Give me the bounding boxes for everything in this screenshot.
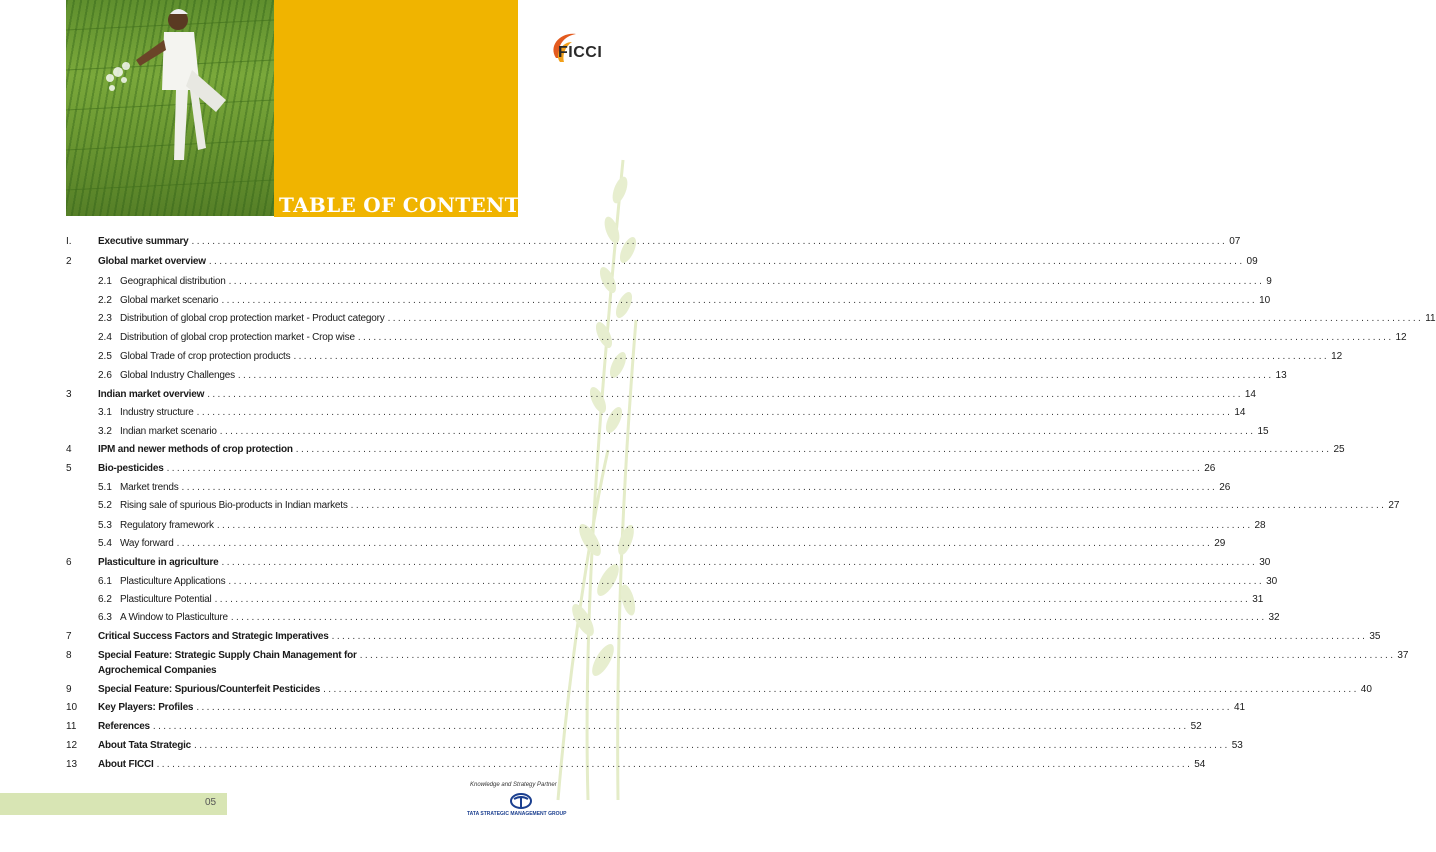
toc-entry-number: 6 <box>66 557 72 568</box>
toc-entry-line <box>120 608 1280 628</box>
toc-entry[interactable] <box>0 385 1256 405</box>
toc-entry-label: Key Players: Profiles <box>98 702 194 713</box>
toc-entry-number: 2.5 <box>98 351 112 362</box>
toc-entry-line <box>98 755 1206 775</box>
toc-entry-page: 09 <box>1246 256 1258 267</box>
toc-entry-label: Bio-pesticides <box>98 463 164 474</box>
toc-entry-number: 5.3 <box>98 520 112 531</box>
yellow-header-block <box>274 0 518 216</box>
toc-entry-line <box>98 717 1202 737</box>
toc-entry-number: 3 <box>66 389 72 400</box>
footer-bar <box>0 793 227 815</box>
toc-entry[interactable] <box>0 553 1271 573</box>
toc-entry-line <box>98 680 1372 700</box>
toc-entry[interactable] <box>0 478 1231 498</box>
toc-entry-label: Special Feature: Strategic Supply Chain Management for <box>98 650 357 661</box>
toc-entry-label: Executive summary <box>98 236 189 247</box>
toc-entry-number: 5.2 <box>98 500 112 511</box>
toc-entry[interactable] <box>0 328 1407 348</box>
toc-leader-dots: ........................................................................................................................................................................................................ <box>350 500 1387 511</box>
toc-entry[interactable] <box>0 422 1269 442</box>
toc-leader-dots: ........................................................................................................................................................................................................ <box>219 426 1256 437</box>
toc-entry-page: 35 <box>1369 631 1381 642</box>
toc-entry-page: 40 <box>1360 684 1372 695</box>
toc-entry-label: Regulatory framework <box>120 520 214 531</box>
toc-entry-label: Industry structure <box>120 407 194 418</box>
toc-entry-page: 29 <box>1214 538 1226 549</box>
toc-entry-page: 12 <box>1331 351 1343 362</box>
toc-leader-dots: ........................................................................................................................................................................................................ <box>228 576 1265 587</box>
toc-leader-dots: ........................................................................................................................................................................................................ <box>176 538 1213 549</box>
ficci-logo-text: FICCI <box>558 44 603 61</box>
toc-entry-page: 52 <box>1190 721 1202 732</box>
toc-entry-page: 37 <box>1397 650 1409 661</box>
toc-entry-page: 28 <box>1254 520 1266 531</box>
toc-leader-dots: ........................................................................................................................................................................................................ <box>387 313 1424 324</box>
toc-entry-label: About Tata Strategic <box>98 740 192 751</box>
toc-entry-label: Distribution of global crop protection market - Crop wise <box>120 332 355 343</box>
toc-entry[interactable] <box>0 534 1226 554</box>
toc-entry[interactable] <box>0 736 1243 756</box>
toc-leader-dots: ........................................................................................................................................................................................................ <box>357 332 1394 343</box>
toc-entry-line <box>98 232 1241 252</box>
toc-leader-dots: ........................................................................................................................................................................................................ <box>196 407 1233 418</box>
toc-entry-number: 5 <box>66 463 72 474</box>
toc-entry-label: Indian market overview <box>98 389 205 400</box>
toc-entry-line <box>98 459 1216 479</box>
toc-entry-number: 3.2 <box>98 426 112 437</box>
toc-entry-number: 11 <box>66 721 77 732</box>
toc-entry-number: 2.3 <box>98 313 112 324</box>
toc-leader-dots: ........................................................................................................................................................................................................ <box>359 650 1396 661</box>
toc-entry-line <box>120 291 1271 311</box>
toc-entry-line <box>120 516 1266 536</box>
toc-leader-dots: ........................................................................................................................................................................................................ <box>221 295 1258 306</box>
toc-entry-page: 10 <box>1259 295 1271 306</box>
toc-entry-number: 5.1 <box>98 482 112 493</box>
toc-entry-number: 4 <box>66 444 72 455</box>
farmer-photo <box>66 0 274 216</box>
tata-logo-text: TATA STRATEGIC MANAGEMENT GROUP <box>467 811 567 817</box>
toc-entry-number: 2.4 <box>98 332 112 343</box>
toc-entry[interactable] <box>0 232 1241 252</box>
toc-entry-label: Plasticulture in agriculture <box>98 557 219 568</box>
toc-leader-dots: ........................................................................................................................................................................................................ <box>293 351 1330 362</box>
toc-entry-label-continued: Agrochemical Companies <box>98 665 217 676</box>
toc-entry-page: 9 <box>1266 276 1272 287</box>
toc-entry-label: Plasticulture Applications <box>120 576 226 587</box>
toc-entry-label: References <box>98 721 150 732</box>
toc-entry-page: 25 <box>1333 444 1345 455</box>
toc-entry-number: 3.1 <box>98 407 112 418</box>
toc-entry-page: 12 <box>1395 332 1407 343</box>
toc-entry-page: 26 <box>1204 463 1216 474</box>
toc-entry-label: Indian market scenario <box>120 426 217 437</box>
toc-entry[interactable] <box>0 459 1216 479</box>
toc-entry[interactable] <box>0 309 1436 329</box>
toc-entry-number: 2.1 <box>98 276 112 287</box>
toc-entry-label: IPM and newer methods of crop protection <box>98 444 293 455</box>
toc-entry-label: Global Trade of crop protection products <box>120 351 291 362</box>
toc-entry-page: 41 <box>1233 702 1246 713</box>
toc-entry[interactable] <box>0 717 1202 737</box>
toc-entry[interactable] <box>0 755 1206 775</box>
toc-entry-label: About FICCI <box>98 759 154 770</box>
toc-entry-page: 31 <box>1252 594 1264 605</box>
toc-entry-page: 54 <box>1194 759 1206 770</box>
toc-entry-number: 2.6 <box>98 370 112 381</box>
toc-entry-label: Way forward <box>120 538 174 549</box>
toc-entry-label: Critical Success Factors and Strategic Imperatives <box>98 631 329 642</box>
toc-leader-dots: ........................................................................................................................................................................................................ <box>228 276 1265 287</box>
toc-entry[interactable] <box>0 272 1272 292</box>
toc-entry[interactable] <box>0 680 1372 700</box>
toc-entry-page: 14 <box>1234 407 1246 418</box>
toc-entry-page: 27 <box>1388 500 1400 511</box>
toc-entry-page: 32 <box>1268 612 1280 623</box>
toc-entry-label: Geographical distribution <box>120 276 226 287</box>
toc-entry[interactable] <box>0 608 1280 628</box>
page-title: TABLE OF CONTENT <box>279 193 520 217</box>
partner-caption: Knowledge and Strategy Partner <box>470 782 557 788</box>
toc-entry-number: 12 <box>66 740 78 751</box>
toc-entry[interactable] <box>0 590 1264 610</box>
toc-leader-dots: ........................................................................................................................................................................................................ <box>221 557 1258 568</box>
toc-entry-line <box>120 534 1226 554</box>
toc-entry[interactable] <box>0 347 1343 367</box>
toc-entry-line <box>98 553 1271 573</box>
toc-leader-dots: ........................................................................................................................................................................................................ <box>216 520 1253 531</box>
toc-entry-page: 13 <box>1275 370 1287 381</box>
toc-entry-label: Plasticulture Potential <box>120 594 212 605</box>
toc-entry-label: A Window to Plasticulture <box>120 612 228 623</box>
toc-entry-line <box>98 385 1256 405</box>
toc-entry-number: 13 <box>66 759 78 770</box>
toc-entry-page: 15 <box>1257 426 1269 437</box>
toc-leader-dots: ........................................................................................................................................................................................................ <box>156 759 1193 770</box>
toc-entry-page: 53 <box>1231 740 1243 751</box>
toc-leader-dots: ........................................................................................................................................................................................................ <box>191 236 1228 247</box>
toc-entry[interactable] <box>0 440 1345 460</box>
toc-leader-dots: ........................................................................................................................................................................................................ <box>194 740 1230 751</box>
toc-entry-number: 2 <box>66 256 72 267</box>
toc-entry-line <box>120 496 1400 516</box>
toc-entry-label: Global Industry Challenges <box>120 370 235 381</box>
toc-entry-line <box>98 627 1381 647</box>
tata-logo-icon <box>510 793 532 809</box>
toc-entry-number: 6.2 <box>98 594 112 605</box>
toc-leader-dots: ........................................................................................................................................................................................................ <box>166 463 1203 474</box>
toc-entry-label: Rising sale of spurious Bio-products in Indian markets <box>120 500 348 511</box>
toc-leader-dots: ........................................................................................................................................................................................................ <box>295 444 1332 455</box>
toc-entry-line <box>120 347 1343 367</box>
toc-entry[interactable] <box>0 291 1271 311</box>
toc-entry-page: 30 <box>1266 576 1278 587</box>
toc-entry-number: 10 <box>66 702 78 713</box>
toc-entry-line <box>120 478 1231 498</box>
toc-entry-number: 5.4 <box>98 538 112 549</box>
toc-leader-dots: ........................................................................................................................................................................................................ <box>230 612 1267 623</box>
toc-entry-label: Global market overview <box>98 256 206 267</box>
toc-entry-label: Special Feature: Spurious/Counterfeit Pesticides <box>98 684 321 695</box>
toc-leader-dots: ........................................................................................................................................................................................................ <box>323 684 1359 695</box>
toc-entry-line <box>120 403 1246 423</box>
toc-entry-line <box>120 366 1287 386</box>
toc-entry-line <box>120 590 1264 610</box>
toc-entry-number: 6.1 <box>98 576 112 587</box>
toc-entry-page: 26 <box>1219 482 1231 493</box>
toc-entry[interactable] <box>0 698 1246 718</box>
toc-entry-number: I. <box>66 236 72 247</box>
toc-leader-dots: ........................................................................................................................................................................................................ <box>207 389 1243 400</box>
toc-entry[interactable] <box>0 252 1258 272</box>
toc-leader-dots: ........................................................................................................................................................................................................ <box>181 482 1218 493</box>
toc-entry-line <box>98 252 1258 272</box>
toc-entry-label: Distribution of global crop protection market - Product category <box>120 313 385 324</box>
toc-leader-dots: ........................................................................................................................................................................................................ <box>237 370 1274 381</box>
toc-entry-number: 7 <box>66 631 72 642</box>
toc-entry-line <box>98 440 1345 460</box>
toc-entry-number: 9 <box>66 684 72 695</box>
toc-leader-dots: ........................................................................................................................................................................................................ <box>152 721 1189 732</box>
toc-entry-page: 07 <box>1229 236 1241 247</box>
toc-entry-line <box>98 698 1246 718</box>
toc-leader-dots: ........................................................................................................................................................................................................ <box>208 256 1245 267</box>
toc-entry[interactable] <box>0 496 1400 516</box>
toc-entry[interactable] <box>0 366 1287 386</box>
toc-entry[interactable] <box>0 646 1409 676</box>
toc-entry-line <box>120 328 1407 348</box>
toc-entry-label: Market trends <box>120 482 179 493</box>
toc-entry-number: 8 <box>66 650 72 661</box>
toc-entry[interactable] <box>0 572 1278 592</box>
toc-entry-line <box>120 572 1278 592</box>
toc-leader-dots: ........................................................................................................................................................................................................ <box>331 631 1368 642</box>
toc-leader-dots: ........................................................................................................................................................................................................ <box>196 702 1232 713</box>
page-number: 05 <box>205 797 217 808</box>
toc-entry-page: 11 <box>1425 313 1436 324</box>
toc-entry-line <box>120 309 1436 329</box>
toc-entry-number: 6.3 <box>98 612 112 623</box>
toc-entry[interactable] <box>0 516 1266 536</box>
toc-entry-number: 2.2 <box>98 295 112 306</box>
toc-entry-line <box>120 422 1269 442</box>
toc-leader-dots: ........................................................................................................................................................................................................ <box>214 594 1251 605</box>
toc-entry[interactable] <box>0 403 1246 423</box>
toc-entry-line <box>120 272 1272 292</box>
toc-entry-page: 30 <box>1259 557 1271 568</box>
toc-entry[interactable] <box>0 627 1381 647</box>
toc-entry-line <box>98 736 1243 756</box>
toc-entry-page: 14 <box>1244 389 1256 400</box>
toc-entry-label: Global market scenario <box>120 295 219 306</box>
